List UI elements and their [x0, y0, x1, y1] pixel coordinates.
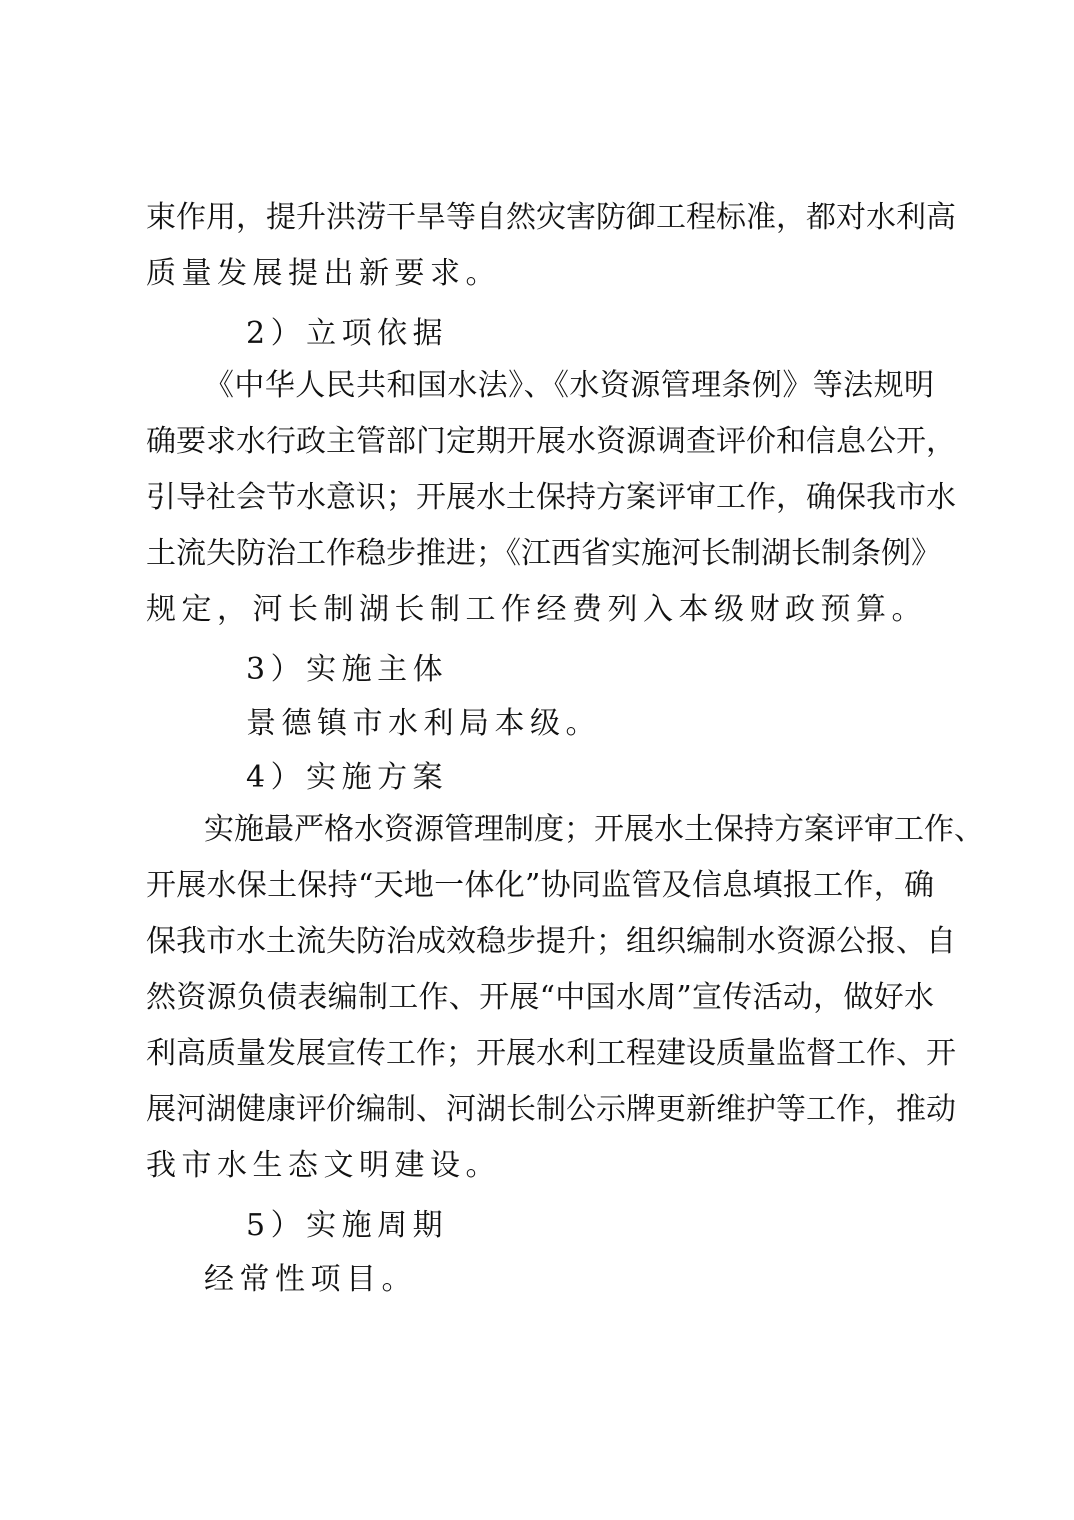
text-line: 规定，河长制湖长制工作经费列入本级财政预算。 — [146, 592, 927, 627]
text-line: 经常性项目。 — [204, 1262, 417, 1297]
section-heading: 4）实施方案 — [246, 760, 449, 795]
text-line: 土流失防治工作稳步推进；《江西省实施河长制湖长制条例》 — [146, 536, 941, 571]
text-line: 实施最严格水资源管理制度；开展水土保持方案评审工作、 — [204, 812, 984, 847]
text-line: 束作用，提升洪涝干旱等自然灾害防御工程标准，都对水利高 — [146, 200, 956, 235]
section-heading: 5）实施周期 — [246, 1208, 449, 1243]
section-heading: 2）立项依据 — [246, 316, 449, 351]
text-line: 然资源负债表编制工作、开展“中国水周”宣传活动，做好水 — [146, 980, 934, 1015]
section-heading: 3）实施主体 — [246, 652, 449, 687]
text-line: 展河湖健康评价编制、河湖长制公示牌更新维护等工作，推动 — [146, 1092, 956, 1127]
text-line: 利高质量发展宣传工作；开展水利工程建设质量监督工作、开 — [146, 1036, 956, 1071]
text-line: 保我市水土流失防治成效稳步提升；组织编制水资源公报、自 — [146, 924, 956, 959]
text-line: 引导社会节水意识；开展水土保持方案评审工作，确保我市水 — [146, 480, 956, 515]
text-line: 景德镇市水利局本级。 — [246, 706, 601, 741]
text-line: 《中华人民共和国水法》、《水资源管理条例》等法规明 — [204, 368, 934, 403]
text-line: 开展水保土保持“天地一体化”协同监管及信息填报工作，确 — [146, 868, 934, 903]
text-line: 质量发展提出新要求。 — [146, 256, 501, 291]
text-line: 我市水生态文明建设。 — [146, 1148, 501, 1183]
text-line: 确要求水行政主管部门定期开展水资源调查评价和信息公开， — [146, 424, 956, 459]
